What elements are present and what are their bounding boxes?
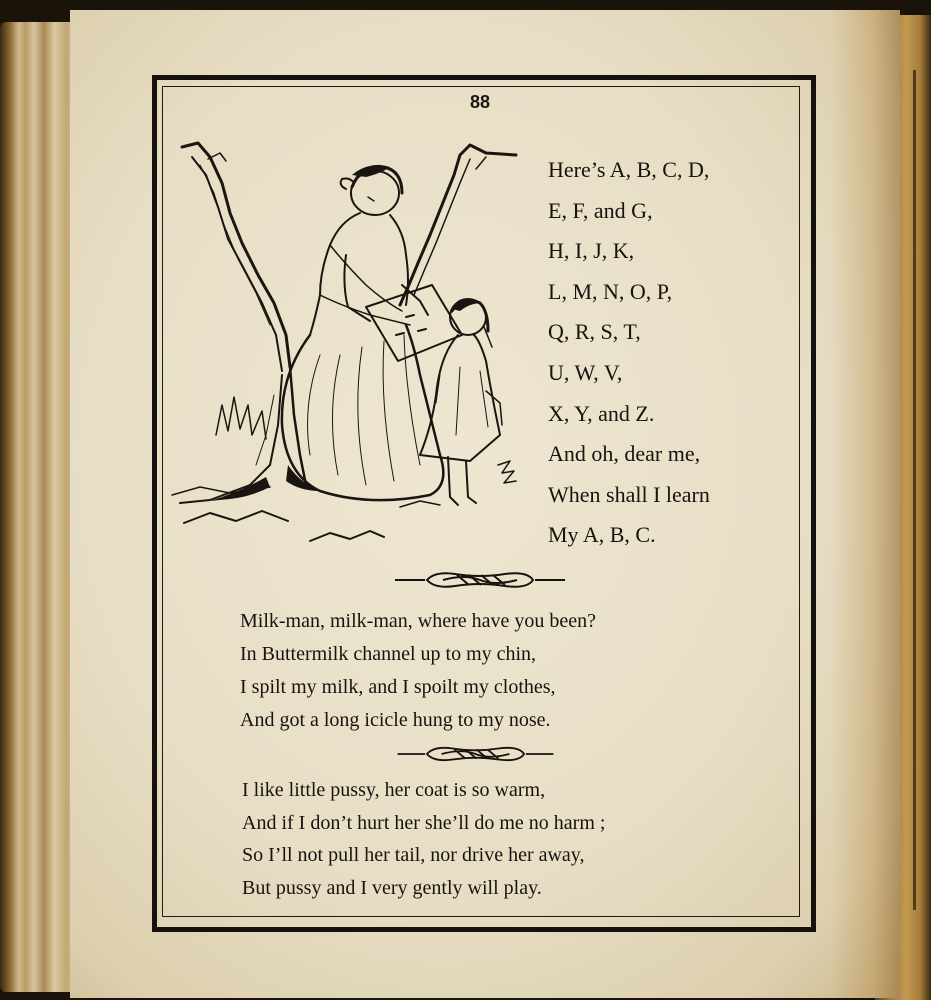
page-stain: [830, 10, 900, 998]
rhyme-line: I spilt my milk, and I spoilt my clothes,: [240, 676, 556, 698]
rhyme-line: L, M, N, O, P,: [548, 278, 673, 304]
rhyme-line: E, F, and G,: [548, 197, 653, 223]
rhyme-line: And if I don’t hurt her she’ll do me no harm ;: [242, 811, 606, 834]
rhyme-line: In Buttermilk channel up to my chin,: [240, 643, 537, 665]
scroll-ornament-icon: [397, 743, 554, 765]
rhyme-line: My A, B, C.: [548, 522, 656, 548]
scroll-ornament-icon: [395, 568, 565, 592]
alphabet-rhyme: [548, 150, 710, 556]
pussy-rhyme: [242, 774, 605, 904]
rhyme-line: U, W, V,: [548, 359, 623, 385]
rhyme-line: So I’ll not pull her tail, nor drive her away,: [242, 844, 585, 866]
rhyme-line: And oh, dear me,: [548, 441, 701, 467]
book-edge-shadow: [913, 70, 916, 910]
rhyme-line: But pussy and I very gently will play.: [242, 876, 542, 899]
rhyme-line: Here’s A, B, C, D,: [548, 157, 710, 182]
rhyme-line: When shall I learn: [548, 481, 710, 507]
rhyme-line: H, I, J, K,: [548, 238, 635, 264]
woman-and-child-illustration: [170, 135, 525, 555]
page-number: 88: [469, 92, 491, 112]
rhyme-line: Milk-man, milk-man, where have you been?: [240, 610, 596, 632]
rhyme-line: Q, R, S, T,: [548, 319, 641, 345]
rhyme-line: X, Y, and Z.: [548, 400, 655, 426]
milkman-rhyme: [240, 605, 596, 737]
rhyme-line: And got a long icicle hung to my nose.: [240, 709, 551, 731]
rhyme-line: I like little pussy, her coat is so warm,: [242, 779, 546, 801]
